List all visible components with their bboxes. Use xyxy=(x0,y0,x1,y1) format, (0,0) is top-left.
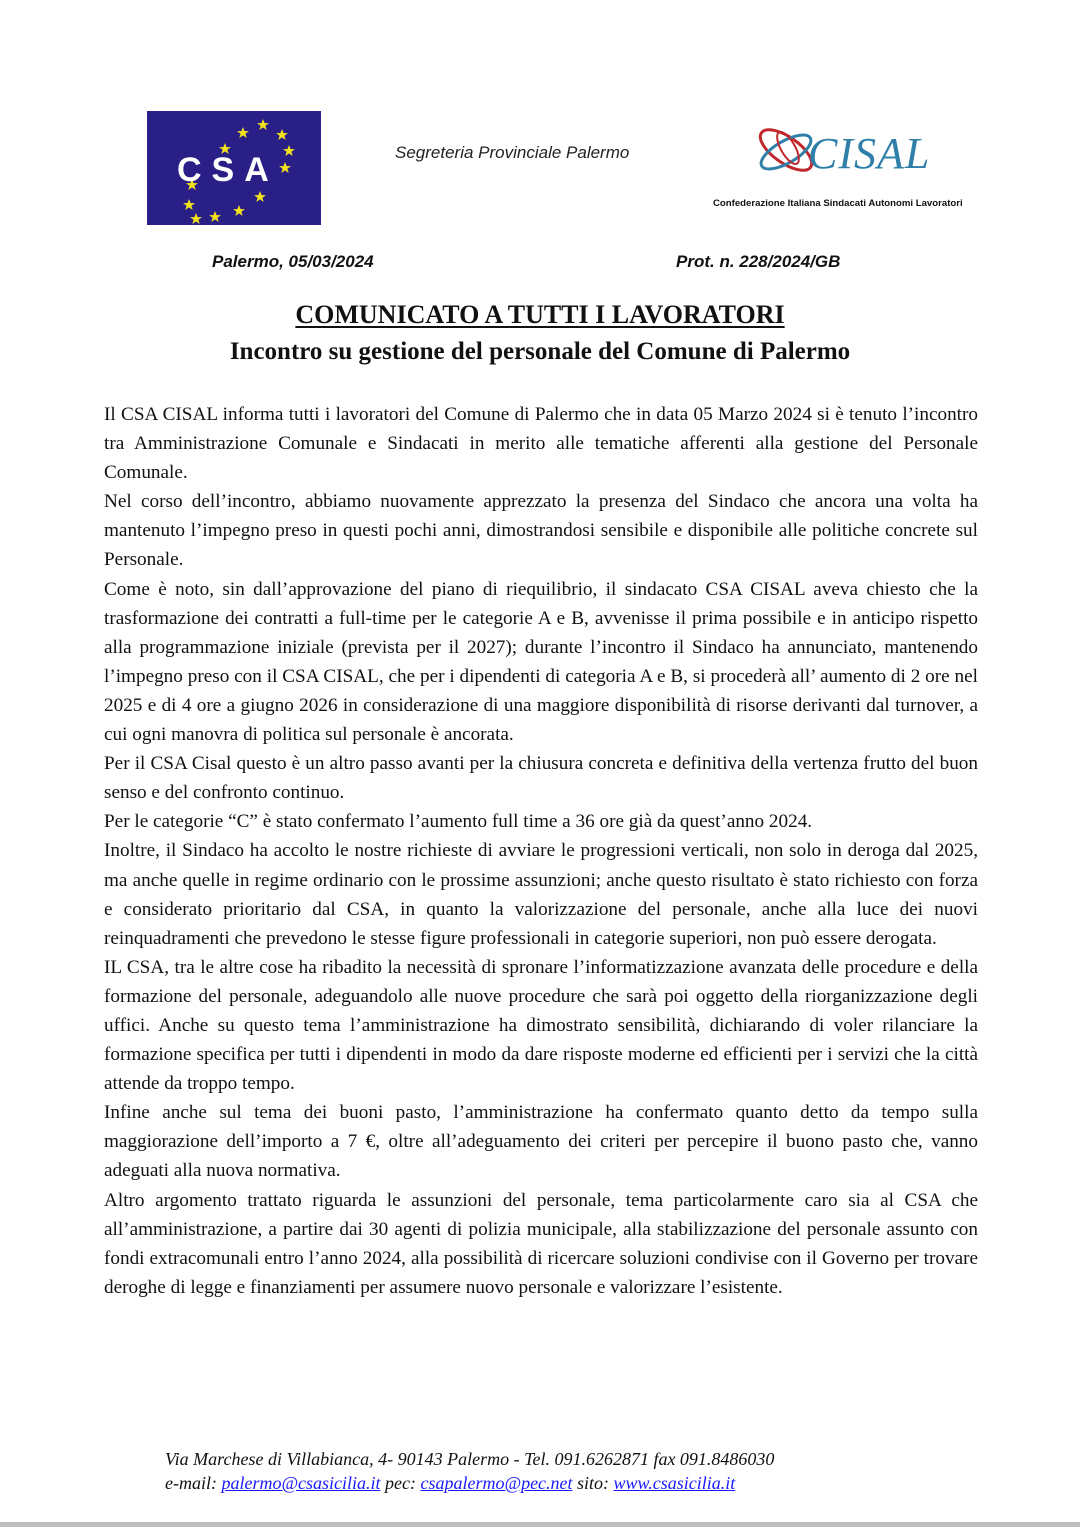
csa-logo xyxy=(147,111,321,225)
document-title: COMUNICATO A TUTTI I LAVORATORI xyxy=(295,300,785,329)
footer-contacts xyxy=(165,1471,774,1495)
document-body xyxy=(104,400,978,1302)
cisal-logo-text: CISAL xyxy=(808,129,931,178)
site-label: sito: xyxy=(572,1473,614,1493)
paragraph: Per il CSA Cisal questo è un altro passo avanti per la chiusura concreta e definitiva della vertenza frutto del buon senso e del confronto continuo. xyxy=(104,753,978,804)
email-link[interactable]: palermo@csasicilia.it xyxy=(221,1473,381,1493)
pec-link[interactable]: csapalermo@pec.net xyxy=(420,1473,573,1493)
paragraph: IL CSA, tra le altre cose ha ribadito la necessità di spronare l’informatizzazione avanzata delle procedure e della formazione del personale, adeguandolo alle nuove procedure che sarà poi oggetto della riorganizzazione degli uffici. Anche su questo tema l’amministrazione ha dimostrato sensibilità, dichiarando di voler rilanciare la formazione specifica per tutti i dipendenti in modo da dare risposte moderne ed efficienti per i servizi che la città attende da troppo tempo. xyxy=(104,956,978,1095)
paragraph: Per le categorie “C” è stato confermato l’aumento full time a 36 ore già da quest’anno 2024. xyxy=(104,811,813,833)
csa-logo-icon xyxy=(147,111,321,225)
document-subtitle: Incontro su gestione del personale del Comune di Palermo xyxy=(229,338,851,365)
viewer-bottom-bar xyxy=(0,1522,1080,1527)
paragraph: Infine anche sul tema dei buoni pasto, l’amministrazione ha confermato quanto detto da tempo sulla maggiorazione dell’importo a 7 €, oltre all’adeguamento dei criteri per percepire il buono pasto che, vanno adeguati alla nuova normativa. xyxy=(104,1102,978,1182)
paragraph: Come è noto, sin dall’approvazione del piano di riequilibrio, il sindacato CSA CISAL aveva chiesto che la trasformazione dei contratti a full-time per le categorie A e B, avvenisse il prima possibile e in anticipo rispetto alla programmazione iniziale (prevista per il 2027); durante l’incontro il Sindaco ha annunciato, mantenendo l’impegno preso con il CSA CISAL, che per i dipendenti di categoria A e B, si procederà all’ aumento di 2 ore nel 2025 e di 4 ore a giugno 2026 in considerazione di una maggiore disponibilità di risorse derivanti dal turnover, a cui ogni manovra di politica sul personale è ancorata. xyxy=(104,578,978,746)
paragraph: Nel corso dell’incontro, abbiamo nuovamente apprezzato la presenza del Sindaco che ancora una volta ha mantenuto l’impegno preso in questi pochi anni, dimostrandosi sensibile e disponibile alle politiche concrete sul Personale. xyxy=(104,491,978,571)
paragraph: Inoltre, il Sindaco ha accolto le nostre richieste di avviare le progressioni verticali, non solo in deroga dal 2025, ma anche quelle in regime ordinario con le prossime assunzioni; anche questo risultato è stato richiesto con forza e considerato prioritario dal CSA, in quanto la valorizzazione del personale, anche alla luce dei nuovi reinquadramenti che prevedono le stesse figure professionali in categorie superiori, non può essere derogata. xyxy=(104,840,978,949)
email-label: e-mail: xyxy=(165,1473,222,1493)
cisal-logo xyxy=(752,118,952,182)
footer xyxy=(165,1447,774,1495)
cisal-subtitle: Confederazione Italiana Sindacati Autonomi Lavoratori xyxy=(713,198,963,209)
footer-address: Via Marchese di Villabianca, 4- 90143 Palermo - Tel. 091.6262871 fax 091.8486030 xyxy=(165,1449,775,1469)
protocol-number: Prot. n. 228/2024/GB xyxy=(676,252,841,271)
paragraph: Il CSA CISAL informa tutti i lavoratori del Comune di Palermo che in data 05 Marzo 2024 si è tenuto l’incontro tra Amministrazione Comunale e Sindacati in merito alle tematiche afferenti alla gestione del Personale Comunale. xyxy=(104,404,978,484)
office-name: Segreteria Provinciale Palermo xyxy=(395,143,630,162)
paragraph: Altro argomento trattato riguarda le assunzioni del personale, tema particolarmente caro sia al CSA che all’amministrazione, a partire dai 30 agenti di polizia municipale, alla stabilizzazione del personale assunto con fondi extracomunali entro l’anno 2024, alla possibilità di ricercare soluzioni condivise con il Governo per trovare deroghe di legge e finanziamenti per assumere nuovo personale e valorizzare l’esistente. xyxy=(104,1189,978,1298)
svg-text:CSA: CSA xyxy=(177,151,279,189)
site-link[interactable]: www.csasicilia.it xyxy=(613,1473,736,1493)
pec-label: pec: xyxy=(380,1473,421,1493)
document-date: Palermo, 05/03/2024 xyxy=(212,252,374,271)
